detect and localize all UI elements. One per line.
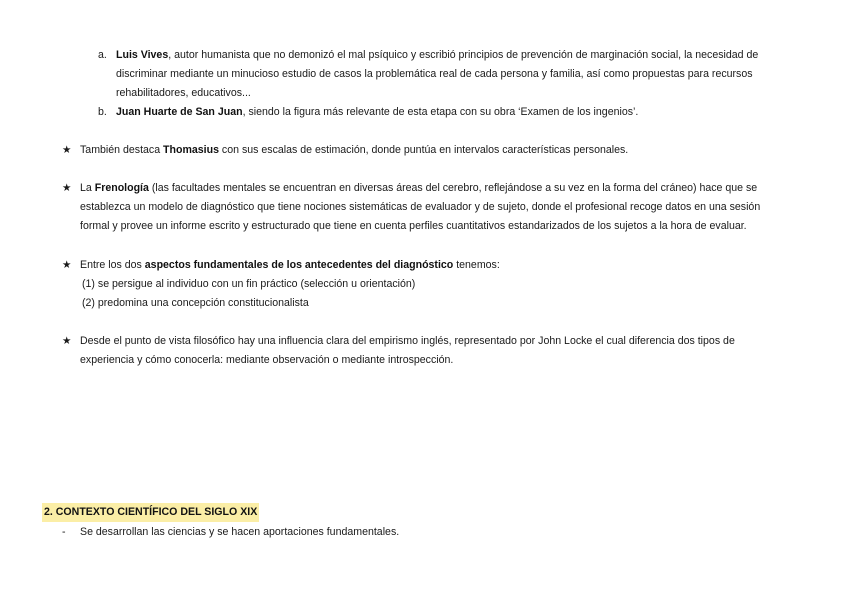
list-marker-a: a.: [98, 49, 107, 61]
section2-item-1: Se desarrollan las ciencias y se hacen aportaciones fundamentales.: [80, 526, 400, 538]
aspectos-item-2: (2) predomina una concepción constitucionalista: [82, 297, 309, 309]
luis-vives-line-3: rehabilitadores, educativos...: [116, 87, 251, 99]
luis-vives-line-2: discriminar mediante un minucioso estudio de casos la problemática real de cada persona y familia, así como propuestas para recursos: [116, 68, 753, 80]
star-bullet-icon: ★: [62, 335, 72, 347]
luis-vives-name: Luis Vives: [116, 49, 169, 61]
star-bullet-icon: ★: [62, 259, 72, 271]
aspectos-line: Entre los dos aspectos fundamentales de los antecedentes del diagnóstico tenemos:: [80, 259, 500, 271]
filosofico-line-1: Desde el punto de vista filosófico hay una influencia clara del empirismo inglés, representado por John Locke el cual diferencia dos tipos de: [80, 335, 735, 347]
filosofico-line-2: experiencia y cómo conocerla: mediante observación o mediante introspección.: [80, 354, 454, 366]
thomasius-name: Thomasius: [163, 144, 219, 156]
dash-bullet: -: [62, 526, 66, 538]
huarte-line: Juan Huarte de San Juan, siendo la figura más relevante de esta etapa con su obra ‘Examen de los ingenios’.: [116, 106, 639, 118]
frenologia-line-1: La Frenología (las facultades mentales se encuentran en diversas áreas del cerebro, reflejándose a su vez en la forma del cráneo) hace que se: [80, 182, 758, 194]
thomasius-line: También destaca Thomasius con sus escalas de estimación, donde puntúa en intervalos características personales.: [80, 144, 629, 156]
aspectos-item-1: (1) se persigue al individuo con un fin práctico (selección u orientación): [82, 278, 416, 290]
star-bullet-icon: ★: [62, 182, 72, 194]
section-heading: 2. CONTEXTO CIENTÍFICO DEL SIGLO XIX: [42, 503, 259, 522]
luis-vives-line-1: Luis Vives, autor humanista que no demonizó el mal psíquico y escribió principios de prevención de marginación social, la necesidad de: [116, 49, 759, 61]
frenologia-term: Frenología: [94, 182, 149, 194]
list-marker-b: b.: [98, 106, 107, 118]
frenologia-line-3: formal y provee un informe escrito y estructurado que tiene en cuenta perfiles cuantitativos estandarizados de los sujetos a la hora de evaluar.: [80, 220, 747, 232]
aspectos-term: aspectos fundamentales de los antecedentes del diagnóstico: [144, 259, 454, 271]
star-bullet-icon: ★: [62, 144, 72, 156]
frenologia-line-2: establezca un modelo de diagnóstico que tiene nociones sistemáticas de evaluador y de sujeto, donde el profesional recoge datos en una sesión: [80, 201, 761, 213]
huarte-name: Juan Huarte de San Juan: [116, 106, 243, 118]
